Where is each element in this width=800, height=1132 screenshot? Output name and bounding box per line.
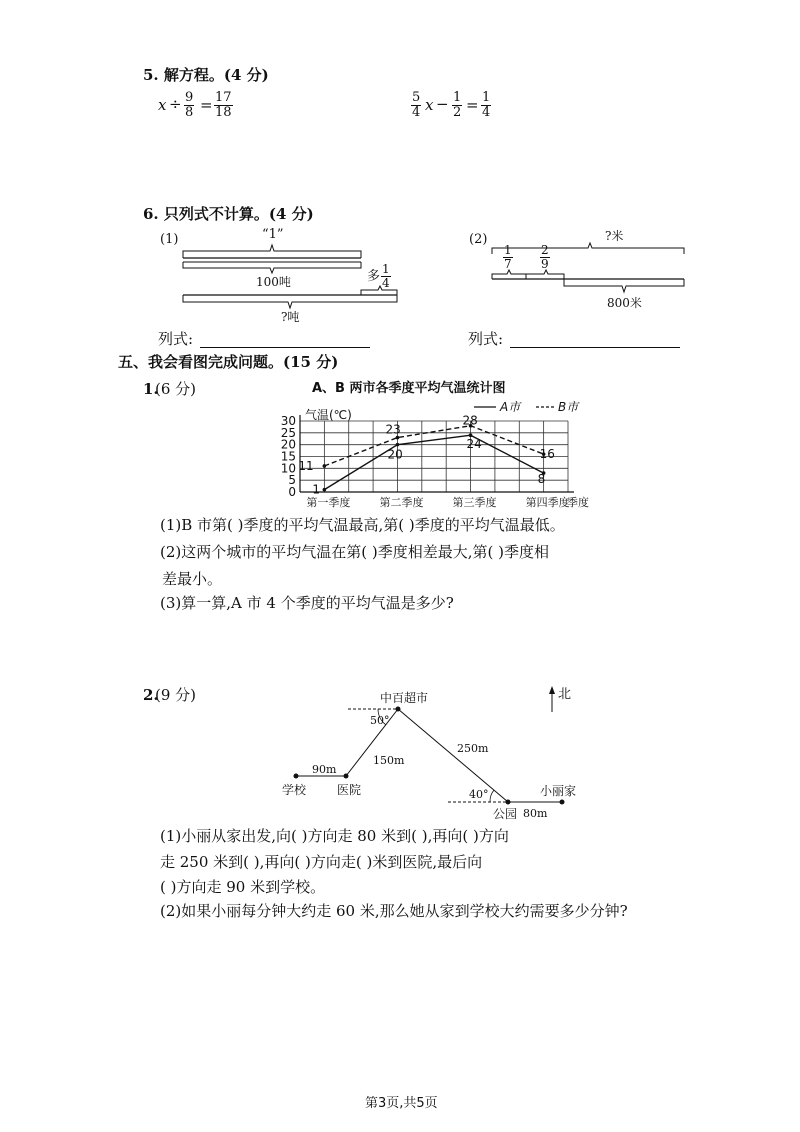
eq1-op1: ÷ (169, 95, 182, 113)
map-dist-school-hospital: 90m (312, 763, 337, 776)
y-axis-label: 气温(℃) (305, 408, 352, 422)
q6-part1-mid-label: 100吨 (256, 275, 291, 289)
q6-part1-more-frac: $\frac{1}{4}$ (382, 262, 390, 290)
x-tick-label: 第二季度 (379, 496, 424, 509)
eq2-op2: = (466, 96, 479, 114)
eq1-frac-1: $\frac{9}{8}$ (185, 90, 194, 120)
map-supermarket-label: 中百超市 (380, 691, 429, 705)
map-dist-hospital-market: 150m (373, 754, 405, 767)
eq2-var: x (425, 96, 434, 114)
map-angle-park: 40° (469, 788, 489, 801)
q6-part1-top-label: “1” (262, 227, 284, 242)
data-label: 24 (466, 437, 482, 452)
q6-part2-bottom-label: 800米 (607, 296, 642, 310)
y-tick-label: 15 (280, 449, 296, 464)
eq2-frac-2: $\frac{1}{2}$ (453, 90, 462, 120)
x-tick-label: 第四季度 (525, 496, 570, 509)
q6-part1-answer-label: 列式: (158, 330, 194, 348)
q6-part2-top-label: ?米 (605, 229, 624, 243)
map-dist-park-home: 80m (523, 807, 548, 820)
q1-sub2-line1: (2)这两个城市的平均气温在第( )季度相差最大,第( )季度相 (160, 543, 549, 561)
map-north-label: 北 (558, 687, 572, 702)
q6-part1-label: (1) (160, 232, 179, 247)
data-label: 11 (298, 458, 314, 473)
q2-sub1-line3: ( )方向走 90 米到学校。 (160, 878, 326, 896)
y-tick-label: 5 (288, 473, 296, 488)
map-angle-market: 50° (370, 714, 390, 727)
map-hospital-label: 医院 (337, 783, 362, 797)
eq1-op2: = (200, 96, 213, 114)
legend-label-a: A市 (500, 400, 521, 414)
map-park-label: 公园 (493, 807, 518, 821)
x-axis-label: 季度 (567, 496, 589, 509)
q6-part1-more-prefix: 多 (367, 269, 381, 284)
q1-sub1: (1)B 市第( )季度的平均气温最高,第( )季度的平均气温最低。 (160, 516, 565, 534)
data-label: 20 (387, 447, 403, 462)
data-label: 23 (385, 422, 401, 437)
q2-number: 2. (143, 686, 159, 704)
q2-sub1-line2: 走 250 米到( ),再向( )方向走( )米到医院,最后向 (160, 853, 483, 871)
q6-part2-frac-1: $\frac{1}{7}$ (504, 243, 512, 271)
map-home-label: 小丽家 (540, 784, 577, 798)
eq1-frac-2: $\frac{17}{18}$ (215, 90, 232, 120)
section5-heading: 五、我会看图完成问题。(15 分) (118, 353, 339, 371)
q6-part2-label: (2) (469, 232, 488, 247)
legend-label-b: B市 (558, 400, 579, 414)
page-footer: 第3页,共5页 (365, 1096, 438, 1111)
map-dist-market-park: 250m (457, 742, 489, 755)
data-label: 1 (312, 482, 321, 497)
y-tick-label: 20 (280, 437, 296, 452)
q2-points: (9 分) (155, 686, 197, 704)
y-tick-label: 30 (280, 414, 296, 428)
y-tick-label: 10 (280, 461, 296, 476)
eq1-var: x (158, 96, 167, 114)
y-tick-label: 0 (288, 485, 296, 499)
eq2-frac-3: $\frac{1}{4}$ (482, 90, 491, 120)
q1-points: (6 分) (155, 380, 197, 398)
q6-part1-bottom-label: ?吨 (281, 310, 300, 324)
q6-heading: 6. 只列式不计算。(4 分) (143, 205, 314, 223)
q2-sub2: (2)如果小丽每分钟大约走 60 米,那么她从家到学校大约需要多少分钟? (160, 902, 628, 920)
chart-title: A、B 两市各季度平均气温统计图 (312, 381, 506, 396)
y-tick-label: 25 (280, 425, 296, 440)
data-label: 16 (539, 447, 555, 462)
data-label: 28 (462, 413, 478, 428)
q6-part2-answer-label: 列式: (468, 330, 504, 348)
q2-sub1-line1: (1)小丽从家出发,向( )方向走 80 米到( ),再向( )方向 (160, 827, 509, 845)
q6-part2-frac-2: $\frac{2}{9}$ (541, 243, 549, 271)
eq2-op1: − (436, 95, 449, 113)
map-school-label: 学校 (282, 783, 307, 797)
q5-heading: 5. 解方程。(4 分) (143, 66, 269, 84)
q1-number: 1. (143, 380, 159, 398)
q1-sub3: (3)算一算,A 市 4 个季度的平均气温是多少? (160, 594, 454, 612)
q1-sub2-line2: 差最小。 (162, 570, 223, 588)
data-label: 8 (537, 472, 546, 487)
x-tick-label: 第三季度 (452, 496, 497, 509)
eq2-frac-1: $\frac{5}{4}$ (412, 90, 421, 120)
x-tick-label: 第一季度 (306, 496, 351, 509)
